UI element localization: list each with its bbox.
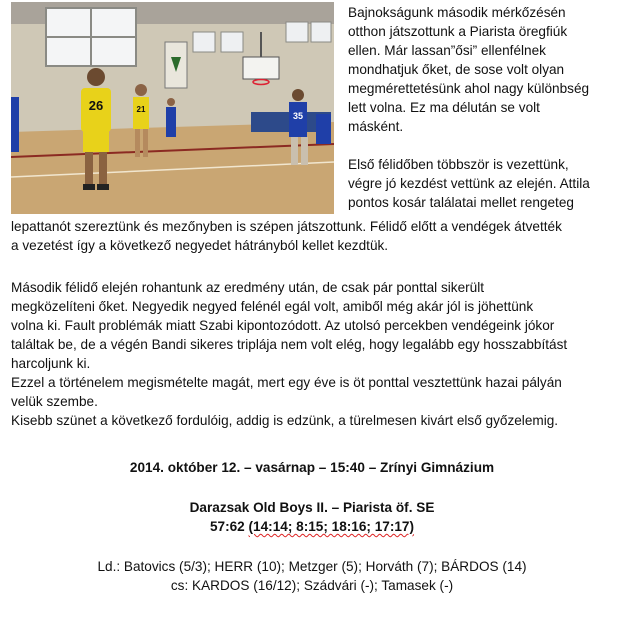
article-line: Második félidő elején rohantunk az eredmény után, de csak pár ponttal sikerült xyxy=(11,280,485,295)
article-line: volna ki. Fault problémák miatt Szabi kipontozódott. Az utolsó percekben vendégeink jókor xyxy=(11,318,555,333)
match-quarters: (14:14; 8:15; 18:16; 17:17) xyxy=(248,519,415,534)
match-date: 2014. október 12. – vasárnap – 15:40 – Zrínyi Gimnázium xyxy=(129,460,495,475)
article-line: Első félidőben többször is vezettünk, xyxy=(348,157,569,172)
article-line: otthon játszottunk a Piarista öregfiúk xyxy=(348,24,568,39)
jersey-number-21: 21 xyxy=(136,105,146,114)
article-line: Kisebb szünet a következő fordulóig, addig is edzünk, a türelmesen kivárt első győzelemig. xyxy=(11,413,559,428)
article-line: lepattanót szereztünk és mezőnyben is szépen játszottunk. Félidő előtt a vendégek átvették xyxy=(11,219,562,234)
article-line: harcoljunk ki. xyxy=(11,356,91,371)
home-scorers: Ld.: Batovics (5/3); HERR (10); Metzger (5); Horváth (7); BÁRDOS (14) xyxy=(97,559,527,574)
article-line: ellen. Már lassan”ősi” ellenfélnek xyxy=(348,43,546,58)
jersey-number-26: 26 xyxy=(88,98,104,113)
jersey-number-35: 35 xyxy=(292,111,304,121)
away-scorers: cs: KARDOS (16/12); Szádvári (-); Tamasek (-) xyxy=(170,578,454,593)
basketball-photo xyxy=(11,2,334,214)
article-line: találtak be, de a végén Bandi sikeres triplája nem volt elég, hogy legalább egy hosszabbítást xyxy=(11,337,568,352)
article-line: Ezzel a történelem megismételte magát, mert egy éve is öt ponttal vesztettünk hazai pályán xyxy=(11,375,562,390)
article-line: mondhatjuk őket, de sose volt olyan xyxy=(348,62,565,77)
article-line: megközelíteni őket. Negyedik negyed felénél egál volt, amiből még akár jól is jöhettünk xyxy=(11,299,534,314)
article-line: pontos kosár találatai mellet rengeteg xyxy=(348,195,574,210)
match-teams: Darazsak Old Boys II. – Piarista öf. SE xyxy=(189,500,435,515)
article-line: megmérettetésünk ahol nagy különbség xyxy=(348,81,590,96)
article-line: velük szembe. xyxy=(11,394,98,409)
article-line: lett volna. Ez ma délután se volt xyxy=(348,100,540,115)
article-line: végre jó kezdést vettünk az elején. Attila xyxy=(348,176,590,191)
article-line: Bajnokságunk második mérkőzésén xyxy=(348,5,566,20)
match-score: 57:62 xyxy=(209,519,245,534)
article-line: másként. xyxy=(348,119,404,134)
match-score-line xyxy=(0,517,624,536)
article-line: a vezetést így a következő negyedet hátrányból kellet kezdtük. xyxy=(11,238,389,253)
